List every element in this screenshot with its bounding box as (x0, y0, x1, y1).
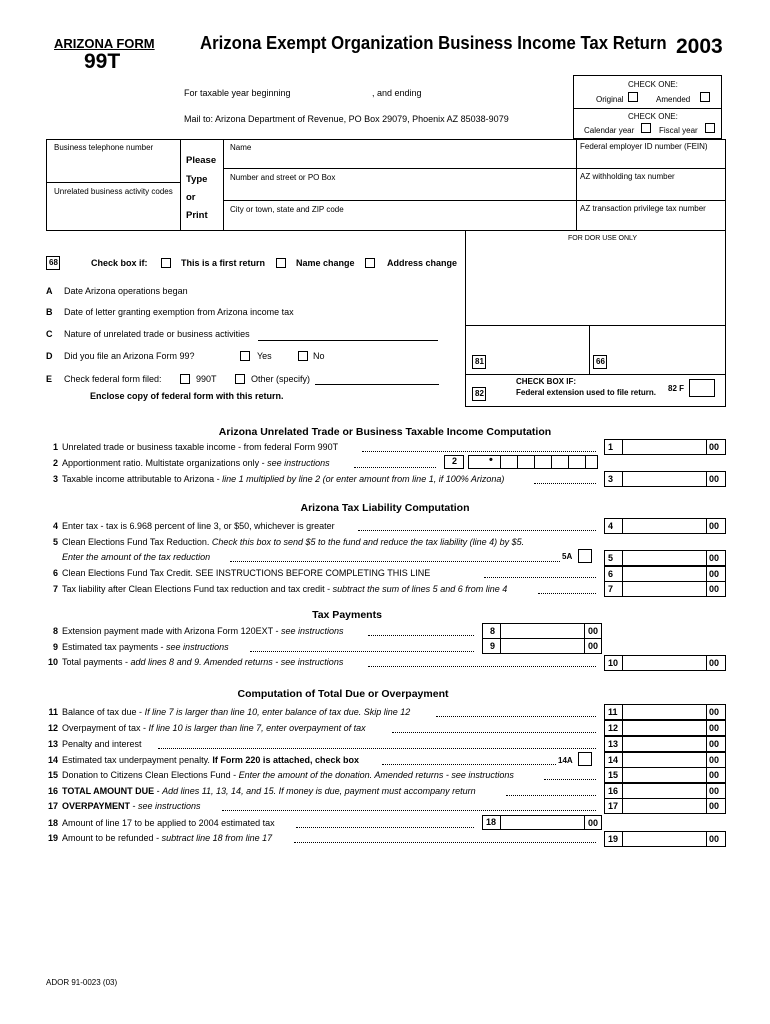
line-5: 5 Clean Elections Fund Tax Reduction. Check this box to send $5 to the fund and reduce the tax liability (line 4) by $5. (52, 537, 525, 547)
form99-no-label: No (313, 351, 325, 361)
form99-yes-label: Yes (257, 351, 272, 361)
tax-year-begin-label: For taxable year beginning (184, 88, 291, 98)
fein-label: Federal employer ID number (FEIN) (580, 142, 708, 151)
dor-code-82: 82 (472, 387, 486, 401)
enclose-note: Enclose copy of federal form with this return. (90, 391, 284, 401)
section-payments-title: Tax Payments (312, 609, 382, 621)
line-4-number: 4 (608, 521, 614, 531)
line-5a-label: 5A (562, 552, 573, 561)
question-d-letter: D (46, 351, 53, 361)
form99-no-checkbox[interactable] (298, 351, 308, 361)
print-label: Print (186, 210, 208, 221)
line-4: 4 Enter tax - tax is 6.968 percent of line 3, or $50, whichever is greater (52, 521, 335, 531)
line-5a-checkbox[interactable] (578, 549, 592, 563)
line-2: 2 Apportionment ratio. Multistate organizations only - see instructions (52, 458, 330, 468)
section-total-title: Computation of Total Due or Overpayment (237, 688, 449, 700)
line-12: 12 Overpayment of tax - If line 10 is larger than line 7, enter overpayment of tax (47, 723, 366, 733)
other-form-input-line[interactable] (315, 384, 439, 385)
question-b-letter: B (46, 307, 53, 317)
form-label: ARIZONA FORM (54, 36, 155, 51)
line-15-number: 15 (608, 770, 619, 780)
tax-year-end-label: , and ending (372, 88, 422, 98)
amended-checkbox[interactable] (700, 92, 710, 102)
name-field-label: Name (230, 143, 252, 152)
line-14a-label: 14A (558, 756, 573, 765)
line-8: 8 Extension payment made with Arizona Form 120EXT - see instructions (52, 626, 344, 636)
fiscal-year-checkbox[interactable] (705, 123, 715, 133)
or-label: or (186, 192, 196, 203)
dor-use-only: FOR DOR USE ONLY (568, 235, 638, 242)
extension-checkbox[interactable] (689, 379, 715, 397)
line-1: 1 Unrelated trade or business taxable income - from federal Form 990T (52, 442, 339, 452)
line-14-number: 14 (608, 755, 619, 765)
line-5-cents: 00 (709, 553, 720, 563)
address-change-label: Address change (387, 258, 458, 268)
original-checkbox[interactable] (628, 92, 638, 102)
line-9-number: 9 (490, 641, 496, 651)
line-18: 18 Amount of line 17 to be applied to 2004 estimated tax (47, 818, 275, 828)
address-change-checkbox[interactable] (365, 258, 375, 268)
amended-label: Amended (656, 95, 691, 104)
check-box-if-label: Check box if: (91, 258, 148, 268)
city-field-label: City or town, state and ZIP code (230, 205, 344, 214)
question-a-letter: A (46, 286, 53, 296)
extension-title: CHECK BOX IF: (516, 377, 576, 386)
section-income-title: Arizona Unrelated Trade or Business Taxable Income Computation (218, 426, 552, 438)
line-7: 7 Tax liability after Clean Elections Fund tax reduction and tax credit - subtract the sum of lines 5 and 6 from line 4 (52, 584, 508, 594)
line-6: 6 Clean Elections Fund Tax Credit. SEE INSTRUCTIONS BEFORE COMPLETING THIS LINE (52, 568, 431, 578)
line-1-number: 1 (608, 442, 614, 452)
line-9-cents: 00 (588, 641, 599, 651)
line-17-number: 17 (608, 801, 619, 811)
form-990t-label: 990T (196, 374, 217, 384)
line-11-number: 11 (608, 707, 618, 717)
line-19-number: 19 (608, 834, 619, 844)
section-liability-title: Arizona Tax Liability Computation (300, 502, 470, 514)
line-14-cents: 00 (709, 755, 720, 765)
tpt-label: AZ transaction privilege tax number (580, 204, 706, 213)
original-label: Original (596, 95, 624, 104)
ratio-decimal-point: • (489, 454, 493, 466)
question-e-letter: E (46, 374, 53, 384)
calendar-year-checkbox[interactable] (641, 123, 651, 133)
line-15: 15 Donation to Citizens Clean Elections Fund - Enter the amount of the donation. Amended returns - see instructions (47, 770, 514, 780)
line-10: 10 Total payments - add lines 8 and 9. Amended returns - see instructions (47, 657, 344, 667)
line-8-cents: 00 (588, 626, 599, 636)
business-phone-label: Business telephone number (54, 143, 154, 152)
other-form-label: Other (specify) (251, 374, 311, 384)
line-14a-checkbox[interactable] (578, 752, 592, 766)
line-16-number: 16 (608, 786, 619, 796)
line-16-cents: 00 (709, 786, 720, 796)
page-title: Arizona Exempt Organization Business Income Tax Return (200, 33, 667, 53)
line-13-number: 13 (608, 739, 619, 749)
line-10-cents: 00 (709, 658, 720, 668)
please-label: Please (186, 155, 217, 166)
line-2-number: 2 (452, 456, 458, 466)
line-13-cents: 00 (709, 739, 720, 749)
footer-form-id: ADOR 91-0023 (03) (46, 978, 118, 987)
line-14: 14 Estimated tax underpayment penalty. If Form 220 is attached, check box (47, 755, 359, 765)
form-number: 99T (84, 50, 121, 73)
question-e-text: Check federal form filed: (64, 374, 162, 384)
line-11: 11 Balance of tax due - If line 7 is larger than line 10, enter balance of tax due. Skip line 12 (48, 707, 411, 717)
ratio-input[interactable] (468, 455, 598, 469)
line-7-number: 7 (608, 584, 614, 594)
line-1-cents: 00 (709, 442, 720, 452)
line-3: 3 Taxable income attributable to Arizona - line 1 multiplied by line 2 (or enter amount from line 1, if 100% Arizona) (52, 474, 505, 484)
first-return-label: This is a first return (181, 258, 266, 268)
line-4-cents: 00 (709, 521, 720, 531)
form99-yes-checkbox[interactable] (240, 351, 250, 361)
line-9: 9 Estimated tax payments - see instructions (52, 642, 229, 652)
line-12-cents: 00 (709, 723, 720, 733)
line-6-number: 6 (608, 569, 614, 579)
dor-code-66: 66 (593, 355, 607, 369)
line-19: 19 Amount to be refunded - subtract line 18 from line 17 (47, 833, 273, 843)
tax-year: 2003 (676, 35, 723, 58)
mail-to-address: Mail to: Arizona Department of Revenue, PO Box 29079, Phoenix AZ 85038-9079 (184, 114, 509, 124)
question-a-text: Date Arizona operations began (64, 286, 188, 296)
question-c-letter: C (46, 329, 53, 339)
activity-codes-label: Unrelated business activity codes (54, 187, 173, 196)
line-15-cents: 00 (709, 770, 720, 780)
extension-text: Federal extension used to file return. (516, 388, 657, 397)
name-change-label: Name change (296, 258, 355, 268)
calendar-year-label: Calendar year (584, 126, 635, 135)
line-3-cents: 00 (709, 474, 720, 484)
activities-input-line[interactable] (258, 340, 438, 341)
line-5-number: 5 (608, 553, 614, 563)
line-17: 17 OVERPAYMENT - see instructions (47, 801, 201, 811)
line-6-cents: 00 (709, 569, 720, 579)
form-990t-checkbox[interactable] (180, 374, 190, 384)
line-18-cents: 00 (588, 818, 599, 828)
line-10-number: 10 (608, 658, 619, 668)
check-one-label: CHECK ONE: (628, 80, 678, 89)
line-3-number: 3 (608, 474, 614, 484)
question-b-text: Date of letter granting exemption from Arizona income tax (64, 307, 294, 317)
type-label: Type (186, 174, 208, 185)
dor-code-82f: 82 F (668, 384, 685, 393)
line-16: 16 TOTAL AMOUNT DUE - Add lines 11, 13, 14, and 15. If money is due, payment must accompany return (47, 786, 476, 796)
street-field-label: Number and street or PO Box (230, 173, 336, 182)
line-17-cents: 00 (709, 801, 720, 811)
check-one-label-2: CHECK ONE: (628, 112, 678, 121)
question-d-text: Did you file an Arizona Form 99? (64, 351, 195, 361)
other-form-checkbox[interactable] (235, 374, 245, 384)
line-13: 13 Penalty and interest (47, 739, 142, 749)
code-68: 68 (46, 256, 60, 270)
line-12-number: 12 (608, 723, 619, 733)
line-5-cont: Enter the amount of the tax reduction (62, 552, 211, 562)
withholding-label: AZ withholding tax number (580, 172, 675, 181)
dor-code-81: 81 (472, 355, 486, 369)
question-c-text: Nature of unrelated trade or business activities (64, 329, 250, 339)
name-change-checkbox[interactable] (276, 258, 286, 268)
line-19-cents: 00 (709, 834, 720, 844)
line-11-cents: 00 (709, 707, 720, 717)
line-18-number: 18 (486, 817, 497, 827)
fiscal-year-label: Fiscal year (659, 126, 698, 135)
line-7-cents: 00 (709, 584, 720, 594)
line-8-number: 8 (490, 626, 496, 636)
first-return-checkbox[interactable] (161, 258, 171, 268)
